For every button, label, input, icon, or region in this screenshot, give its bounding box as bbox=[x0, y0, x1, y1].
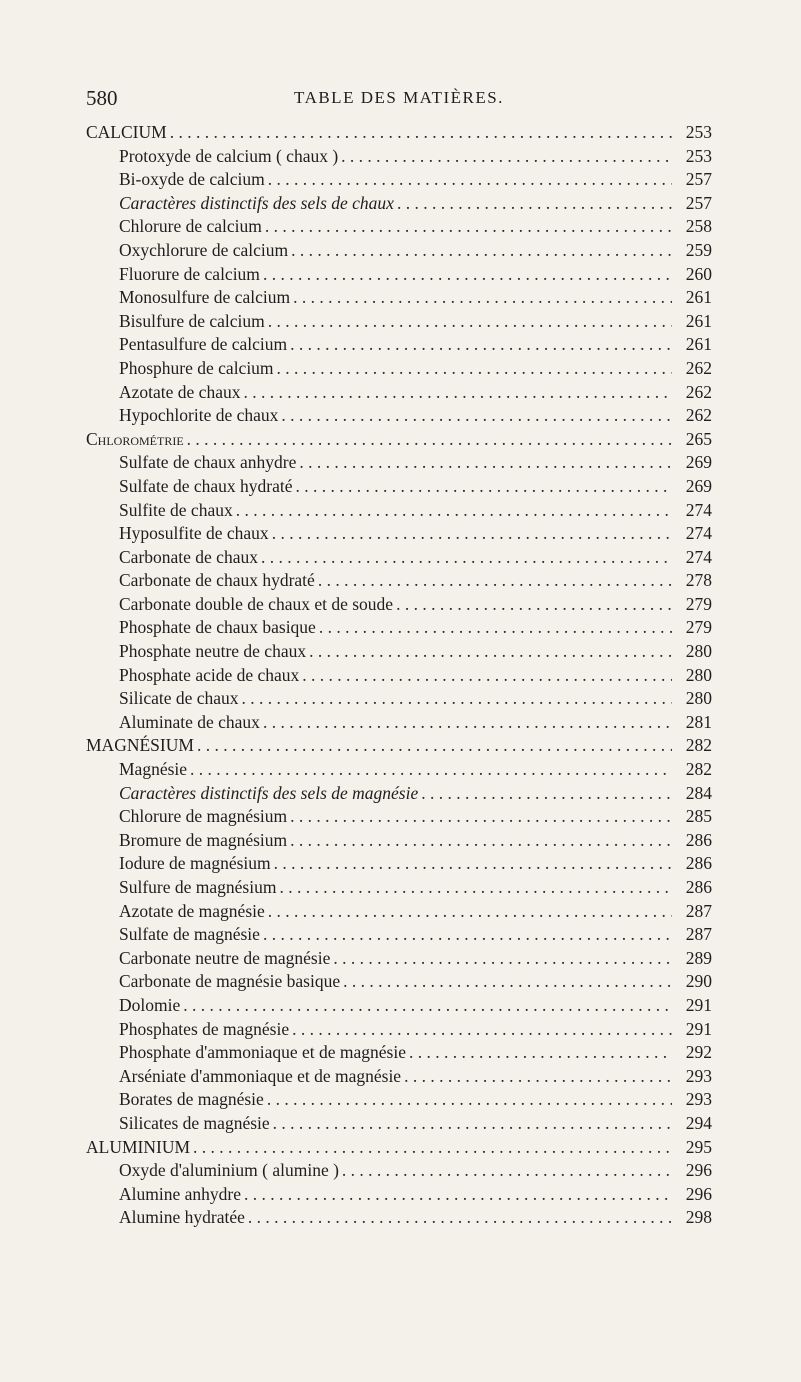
toc-entry-label: Hypochlorite de chaux bbox=[119, 405, 279, 426]
toc-entry bbox=[86, 192, 712, 216]
toc-entry bbox=[86, 876, 712, 900]
toc-entry-page: 281 bbox=[685, 711, 712, 732]
toc-entry bbox=[86, 522, 712, 546]
toc-entry-page: 258 bbox=[685, 216, 712, 237]
dot-leader bbox=[343, 970, 672, 994]
toc-entry bbox=[86, 947, 712, 971]
toc-entry-label: Alumine anhydre bbox=[119, 1183, 241, 1204]
toc-entry bbox=[86, 1041, 712, 1065]
dot-leader bbox=[341, 145, 672, 169]
toc-entry-label: Bromure de magnésium bbox=[119, 829, 288, 850]
dot-leader bbox=[197, 734, 672, 758]
toc-entry-page: 279 bbox=[685, 593, 712, 614]
toc-entry-page: 262 bbox=[685, 381, 712, 402]
toc-entry-page: 253 bbox=[685, 145, 712, 166]
dot-leader bbox=[190, 758, 672, 782]
toc-entry-page: 257 bbox=[685, 169, 712, 190]
toc-entry-page: 261 bbox=[685, 334, 712, 355]
toc-entry bbox=[86, 900, 712, 924]
toc-entry bbox=[86, 168, 712, 192]
toc-entry-page: 295 bbox=[685, 1136, 712, 1157]
dot-leader bbox=[236, 499, 672, 523]
toc-entry-label: Oxyde d'aluminium ( alumine ) bbox=[119, 1160, 339, 1181]
toc-entry bbox=[86, 923, 712, 947]
dot-leader bbox=[193, 1136, 672, 1160]
toc-entry bbox=[86, 829, 712, 853]
toc-entry-label: Sulfure de magnésium bbox=[119, 877, 277, 897]
toc-entry bbox=[86, 1159, 712, 1183]
toc-entry-page: 282 bbox=[685, 735, 712, 756]
dot-leader bbox=[409, 1041, 672, 1065]
toc-entry-label: Carbonate double de chaux et de soude bbox=[119, 593, 394, 614]
dot-leader bbox=[263, 711, 672, 735]
toc-entry-page: 289 bbox=[685, 947, 712, 968]
toc-entry bbox=[86, 215, 712, 239]
dot-leader bbox=[290, 805, 672, 829]
dot-leader bbox=[263, 923, 672, 947]
dot-leader bbox=[268, 310, 672, 334]
toc-entry-page: 287 bbox=[685, 900, 712, 921]
toc-entry-page: 291 bbox=[685, 1018, 712, 1039]
toc-entry-page: 293 bbox=[685, 1065, 712, 1086]
dot-leader bbox=[279, 876, 672, 900]
toc-entry bbox=[86, 711, 712, 735]
toc-entry bbox=[86, 1136, 712, 1160]
toc-entry-label: Phosphure de calcium bbox=[119, 357, 274, 378]
dot-leader bbox=[268, 168, 672, 192]
toc-entry-label: Chlorure de calcium bbox=[119, 216, 262, 237]
toc-entry-page: 291 bbox=[685, 994, 712, 1015]
dot-leader bbox=[319, 616, 672, 640]
toc-entry bbox=[86, 1112, 712, 1136]
dot-leader bbox=[292, 1018, 672, 1042]
toc-entry-page: 269 bbox=[685, 452, 712, 473]
running-title: TABLE DES MATIÈRES. bbox=[294, 88, 504, 107]
toc-entry-page: 298 bbox=[685, 1207, 712, 1228]
toc-entry bbox=[86, 357, 712, 381]
toc-entry-label: Sulfate de chaux hydraté bbox=[119, 475, 293, 496]
dot-leader bbox=[291, 239, 672, 263]
toc-entry-label: CALCIUM bbox=[86, 122, 167, 142]
dot-leader bbox=[183, 994, 672, 1018]
dot-leader bbox=[295, 475, 672, 499]
toc-entry-label: MAGNÉSIUM bbox=[86, 735, 194, 756]
toc-entry-label: Silicate de chaux bbox=[119, 688, 239, 709]
dot-leader bbox=[248, 1206, 672, 1230]
toc-entry-page: 260 bbox=[685, 263, 712, 284]
toc-entry-label: Chlorure de magnésium bbox=[119, 806, 288, 827]
toc-entry-label: Bisulfure de calcium bbox=[119, 310, 265, 331]
toc-entry bbox=[86, 970, 712, 994]
toc-entry bbox=[86, 616, 712, 640]
toc-entry-label: Dolomie bbox=[119, 994, 181, 1015]
dot-leader bbox=[318, 569, 672, 593]
toc-entry-page: 286 bbox=[685, 877, 712, 897]
toc-entry-page: 274 bbox=[685, 499, 712, 520]
toc-entry-label: Fluorure de calcium bbox=[119, 263, 260, 284]
toc-entry bbox=[86, 286, 712, 310]
toc-entry-page: 282 bbox=[685, 759, 712, 780]
toc-entry bbox=[86, 1206, 712, 1230]
toc-entry bbox=[86, 475, 712, 499]
toc-entry bbox=[86, 381, 712, 405]
toc-entry-label: Alumine hydratée bbox=[119, 1207, 245, 1228]
toc-entry-label: Magnésie bbox=[119, 759, 188, 780]
toc-entry bbox=[86, 782, 712, 806]
toc-entry bbox=[86, 569, 712, 593]
toc-entry-label: Sulfate de magnésie bbox=[119, 924, 260, 945]
toc-entry-label: Pentasulfure de calcium bbox=[119, 334, 288, 355]
toc-entry-label: Bi-oxyde de calcium bbox=[119, 169, 265, 190]
toc-entry-page: 287 bbox=[685, 924, 712, 945]
toc-entry-page: 280 bbox=[685, 641, 712, 662]
toc-entry bbox=[86, 239, 712, 263]
dot-leader bbox=[421, 782, 672, 806]
toc-entry-page: 284 bbox=[685, 782, 712, 803]
toc-entry-page: 292 bbox=[685, 1042, 712, 1063]
toc-entry-label: Caractères distinctifs des sels de magnésie bbox=[119, 782, 419, 803]
toc-entry bbox=[86, 1065, 712, 1089]
toc-entry-page: 280 bbox=[685, 664, 712, 685]
toc-entry-page: 262 bbox=[685, 405, 712, 426]
toc-entry-label: Carbonate de chaux bbox=[119, 546, 258, 567]
toc-entry-label: Azotate de chaux bbox=[119, 381, 241, 402]
toc-entry-label: Borates de magnésie bbox=[119, 1089, 264, 1110]
toc-entry-page: 279 bbox=[685, 617, 712, 638]
toc-entry-label: Protoxyde de calcium ( chaux ) bbox=[119, 145, 339, 166]
toc-entry bbox=[86, 734, 712, 758]
toc-entry-page: 257 bbox=[685, 192, 712, 213]
dot-leader bbox=[333, 947, 672, 971]
toc-entry bbox=[86, 1018, 712, 1042]
dot-leader bbox=[309, 640, 672, 664]
dot-leader bbox=[302, 664, 672, 688]
toc-entry-label: Sulfate de chaux anhydre bbox=[119, 452, 297, 473]
dot-leader bbox=[274, 852, 672, 876]
toc-entry-page: 278 bbox=[685, 570, 712, 591]
toc-entry-page: 269 bbox=[685, 475, 712, 496]
dot-leader bbox=[290, 829, 672, 853]
dot-leader bbox=[273, 1112, 672, 1136]
dot-leader bbox=[277, 357, 672, 381]
toc-entry-page: 286 bbox=[685, 853, 712, 874]
page-header bbox=[86, 86, 712, 110]
toc-entry bbox=[86, 121, 712, 145]
dot-leader bbox=[293, 286, 672, 310]
toc-entry-page: 280 bbox=[685, 688, 712, 709]
toc-entry-page: 261 bbox=[685, 287, 712, 308]
toc-entry-label: Iodure de magnésium bbox=[119, 853, 271, 874]
toc-entry-label: Caractères distinctifs des sels de chaux bbox=[119, 192, 394, 213]
toc-entry-page: 253 bbox=[685, 122, 712, 142]
toc-entry bbox=[86, 310, 712, 334]
toc-entry-page: 262 bbox=[685, 357, 712, 378]
toc-entry-label: Aluminate de chaux bbox=[119, 711, 260, 732]
toc-entry bbox=[86, 451, 712, 475]
toc-entry-label: Carbonate neutre de magnésie bbox=[119, 947, 331, 968]
dot-leader bbox=[242, 687, 672, 711]
toc-entry-page: 285 bbox=[685, 806, 712, 827]
toc-entry-page: 261 bbox=[685, 310, 712, 331]
toc-entry-label: Silicates de magnésie bbox=[119, 1112, 270, 1133]
toc-entry-page: 265 bbox=[685, 428, 712, 449]
page-number: 580 bbox=[86, 86, 118, 110]
dot-leader bbox=[299, 451, 672, 475]
dot-leader bbox=[244, 1183, 672, 1207]
toc-entry-label: Monosulfure de calcium bbox=[119, 287, 291, 308]
dot-leader bbox=[272, 522, 672, 546]
dot-leader bbox=[397, 192, 672, 216]
toc-entry-page: 286 bbox=[685, 829, 712, 850]
toc-entry bbox=[86, 1183, 712, 1207]
dot-leader bbox=[281, 404, 672, 428]
toc-entry-label: Hyposulfite de chaux bbox=[119, 523, 269, 544]
toc-entry-label: Phosphate acide de chaux bbox=[119, 664, 300, 685]
toc-entry bbox=[86, 664, 712, 688]
toc-entry bbox=[86, 640, 712, 664]
toc-entry-label: Phosphates de magnésie bbox=[119, 1018, 290, 1039]
dot-leader bbox=[261, 546, 672, 570]
dot-leader bbox=[290, 333, 672, 357]
toc-entry-label: Carbonate de magnésie basique bbox=[119, 971, 341, 992]
dot-leader bbox=[268, 900, 672, 924]
toc-entry-label: Carbonate de chaux hydraté bbox=[119, 570, 315, 591]
toc-entry-page: 296 bbox=[685, 1160, 712, 1181]
dot-leader bbox=[396, 593, 672, 617]
toc-entry-page: 296 bbox=[685, 1183, 712, 1204]
toc-entry-label: Arséniate d'ammoniaque et de magnésie bbox=[119, 1065, 402, 1086]
toc-entry bbox=[86, 994, 712, 1018]
toc-entry bbox=[86, 546, 712, 570]
toc-entry bbox=[86, 333, 712, 357]
toc-entry-label: ALUMINIUM bbox=[86, 1136, 191, 1157]
dot-leader bbox=[263, 263, 672, 287]
toc-entry-page: 274 bbox=[685, 546, 712, 567]
dot-leader bbox=[267, 1088, 672, 1112]
toc-entry bbox=[86, 404, 712, 428]
toc-entry bbox=[86, 263, 712, 287]
dot-leader bbox=[265, 215, 672, 239]
toc-entry-label: Azotate de magnésie bbox=[119, 900, 265, 921]
toc-entry-label: Chlorométrie bbox=[86, 428, 184, 449]
toc-entry bbox=[86, 687, 712, 711]
toc-entry-page: 259 bbox=[685, 239, 712, 260]
toc-entry bbox=[86, 852, 712, 876]
toc-entry-label: Phosphate d'ammoniaque et de magnésie bbox=[119, 1042, 406, 1063]
dot-leader bbox=[187, 428, 672, 452]
dot-leader bbox=[342, 1159, 672, 1183]
toc-entry-page: 274 bbox=[685, 523, 712, 544]
toc-entry bbox=[86, 428, 712, 452]
table-of-contents bbox=[86, 121, 712, 1230]
toc-entry bbox=[86, 805, 712, 829]
dot-leader bbox=[170, 121, 672, 145]
dot-leader bbox=[404, 1065, 672, 1089]
toc-entry-label: Sulfite de chaux bbox=[119, 499, 233, 520]
toc-entry-page: 293 bbox=[685, 1089, 712, 1110]
toc-entry-label: Phosphate de chaux basique bbox=[119, 617, 316, 638]
toc-entry-page: 294 bbox=[685, 1112, 712, 1133]
toc-entry bbox=[86, 499, 712, 523]
toc-entry-page: 290 bbox=[685, 971, 712, 992]
toc-entry bbox=[86, 145, 712, 169]
toc-entry-label: Oxychlorure de calcium bbox=[119, 239, 289, 260]
toc-entry bbox=[86, 593, 712, 617]
toc-entry bbox=[86, 1088, 712, 1112]
toc-entry bbox=[86, 758, 712, 782]
dot-leader bbox=[243, 381, 672, 405]
toc-entry-label: Phosphate neutre de chaux bbox=[119, 641, 307, 662]
